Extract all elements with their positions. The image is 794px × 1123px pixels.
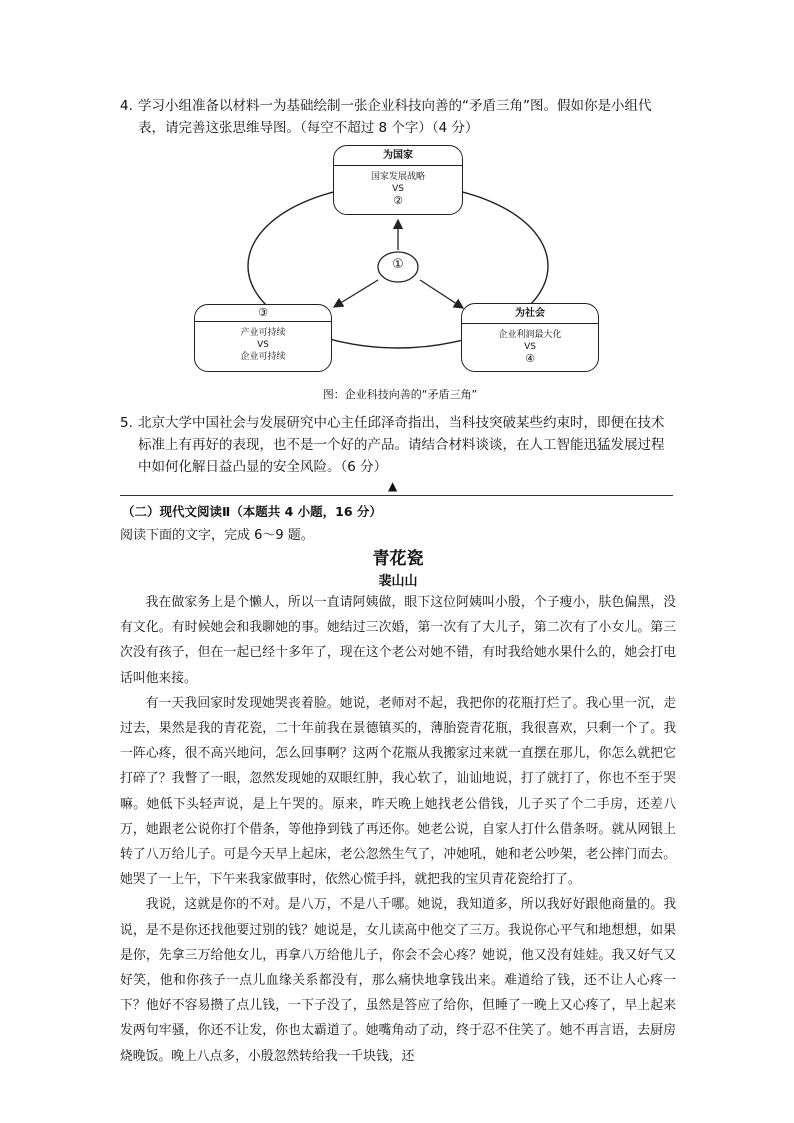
question-number: 4. bbox=[120, 98, 133, 114]
box-vs: VS bbox=[524, 342, 536, 352]
section-instruction: 阅读下面的文字，完成 6～9 题。 bbox=[120, 528, 314, 543]
story-paragraph: 有一天我回家时发现她哭丧着脸。她说，老师对不起，我把你的花瓶打烂了。我心里一沉，走过去，果然是我的青花瓷，二十年前我在景德镇买的，薄胎瓷青花瓶，我很喜欢，只剩一个了。我一阵心疼，很不高兴地问，怎么回事啊？这两个花瓶从我搬家过来就一直摆在那儿，你怎么就把它打碎了？我瞥了一眼，忽然发现她的双眼红肿，我心软了，讪讪地说，打了就打了，你也不至于哭嘛。她低下头轻声说，是上午哭的。原来，昨天晚上她找老公借钱，儿子买了个二手房，还差八万，她跟老公说你打个借条，等他挣到钱了再还你。她老公说，自家人打什么借条呀。就从网银上转了八万给儿子。可是今天早上起床，老公忽然生气了，冲她吼，她和老公吵架，老公摔门而去。她哭了一上午，下午来我家做事时，依然心慌手抖，就把我的宝贝青花瓷给打了。 bbox=[120, 695, 676, 888]
box-for-nation bbox=[333, 145, 463, 215]
box-separator bbox=[462, 323, 598, 324]
question-5 bbox=[120, 412, 676, 478]
box-vs: VS bbox=[257, 340, 269, 350]
section-heading: （二）现代文阅读Ⅱ（本题共 4 小题，16 分） bbox=[122, 504, 382, 519]
box-blank: ④ bbox=[525, 352, 535, 365]
center-blank-label: ① bbox=[392, 257, 404, 272]
story-body bbox=[120, 590, 676, 1069]
box-blank: ② bbox=[393, 194, 403, 207]
box-title: 为社会 bbox=[515, 308, 545, 319]
story-paragraph: 我在做家务上是个懒人，所以一直请阿姨做，眼下这位阿姨叫小殷，个子瘦小，肤色偏黑，没有文化。有时候她会和我聊她的事。她结过三次婚，第一次有了大儿子，第二次有了小女儿。第三次没有孩子，但在一起已经十多年了，现在这个老公对她不错，有时我给她水果什么的，她会打电话叫他来接。 bbox=[120, 595, 676, 686]
diagram-caption: 图：企业科技向善的“矛盾三角” bbox=[322, 388, 478, 401]
box-vs: VS bbox=[392, 184, 404, 194]
arrow-to-right bbox=[420, 280, 463, 308]
box-line: 企业利润最大化 bbox=[498, 330, 562, 340]
story-title: 青花瓷 bbox=[372, 549, 424, 569]
box-for-society bbox=[461, 303, 599, 372]
question-number: 5. bbox=[120, 415, 133, 431]
box-line: 产业可持续 bbox=[240, 328, 286, 338]
box-separator bbox=[195, 321, 331, 322]
question-text: 北京大学中国社会与发展研究中心主任邱泽奇指出，当科技突破某些约束时，即便在技术标准上有再好的表现，也不是一个好的产品。请结合材料谈谈，在人工智能迅猛发展过程中如何化解日益凸显的安全风险。（6 分） bbox=[138, 415, 665, 475]
story-paragraph: 我说，这就是你的不对。是八万，不是八千哪。她说，我知道多，所以我好好跟他商量的。我说，是不是你还找他要过别的钱？她说是，女儿读高中他交了三万。我说你心平气和地想想，如果是你，先拿三万给他女儿，再拿八万给他儿子，你会不会心疼？她说，他又没有娃娃。我又好气又好笑，他和你孩子一点儿血缘关系都没有，那么痛快地拿钱出来。难道给了钱，还不让人心疼一下？他好不容易攒了点儿钱，一下子没了，虽然是答应了给你，但睡了一晚上又心疼了，早上起来发两句牢骚，你还不让发，你也太霸道了。她嘴角动了动，终于忍不住笑了。她不再言语，去厨房烧晚饭。晚上八点多，小殷忽然转给我一千块钱，还 bbox=[120, 897, 676, 1064]
box-separator bbox=[334, 165, 462, 166]
section-divider bbox=[120, 495, 673, 496]
box-line: 企业可持续 bbox=[240, 352, 286, 362]
box-title: 为国家 bbox=[383, 150, 413, 161]
contradiction-triangle-diagram bbox=[0, 0, 794, 420]
story-author: 裴山山 bbox=[378, 574, 418, 589]
question-text: 学习小组准备以材料一为基础绘制一张企业科技向善的“矛盾三角”图。假如你是小组代表，请完善这张思维导图。（每空不超过 8 个字）（4 分） bbox=[138, 98, 652, 136]
arrow-to-left bbox=[334, 280, 378, 307]
box-line: 国家发展战略 bbox=[370, 172, 425, 182]
box-industry bbox=[194, 304, 332, 372]
box-blank: ③ bbox=[258, 306, 268, 319]
end-triangle-mark: ▲ bbox=[388, 479, 398, 493]
